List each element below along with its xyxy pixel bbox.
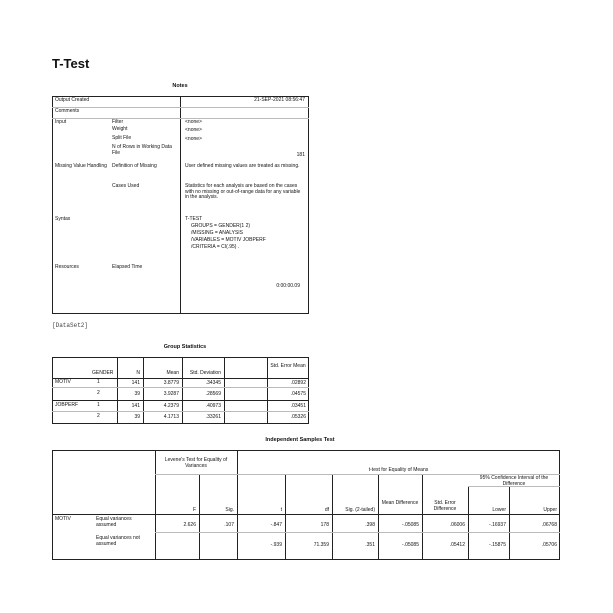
df-cell: 178	[320, 522, 329, 528]
notes-value: Statistics for each analysis are based on the cases with no missing or out-of-range data for any variable in the analysis.	[185, 183, 301, 201]
gender-cell: 2	[97, 390, 100, 396]
notes-value: User defined missing values are treated as missing.	[185, 163, 300, 169]
mean-cell: 4.1713	[163, 414, 179, 420]
lower-cell: -.16937	[489, 522, 506, 528]
syntax-line: /VARIABLES = MOTIV JOBPERF	[191, 237, 266, 243]
col-header: Std. Error Mean	[270, 363, 306, 369]
ttest-header: t-test for Equality of Means	[368, 467, 429, 473]
notes-sublabel: Definition of Missing	[112, 163, 157, 169]
notes-sublabel: Elapsed Time	[112, 264, 143, 270]
notes-value: <none>	[185, 127, 202, 133]
md-cell: -.05085	[402, 542, 419, 548]
notes-sublabel: Cases Used	[112, 183, 140, 189]
notes-label: Output Created	[55, 97, 90, 103]
col-header: Mean	[166, 370, 179, 376]
notes-sublabel: N of Rows in Working Data File	[112, 144, 172, 156]
gender-cell: 1	[97, 402, 100, 408]
group-stats-caption: Group Statistics	[163, 344, 207, 350]
ci-header: 95% Confidence Interval of the Difference	[479, 475, 549, 487]
row-label: Equal variances assumed	[96, 516, 132, 528]
gender-cell: 2	[97, 413, 100, 419]
section-heading: T-Test	[52, 56, 90, 71]
col-header: Std. Error Difference	[433, 500, 457, 512]
sd-cell: .28569	[205, 391, 221, 397]
se-cell: .03451	[290, 403, 306, 409]
sig2-cell: .398	[365, 522, 375, 528]
md-cell: -.05085	[402, 522, 419, 528]
notes-sublabel: Split File	[112, 135, 132, 141]
notes-value: <none>	[185, 136, 202, 142]
n-cell: 39	[134, 391, 140, 397]
col-header: Sig.	[225, 507, 234, 513]
notes-label: Comments	[55, 108, 80, 114]
se-cell: .04575	[290, 391, 306, 397]
col-header: Lower	[492, 507, 506, 513]
syntax-line: GROUPS = GENDER(1 2)	[191, 223, 251, 229]
n-cell: 39	[134, 414, 140, 420]
notes-label: Resources	[55, 264, 79, 270]
notes-value: 0:00:00.09	[276, 283, 300, 289]
sed-cell: .06006	[449, 522, 465, 528]
syntax-line: /CRITERIA = CI(.95) .	[191, 244, 240, 250]
notes-label: Missing Value Handling	[55, 163, 107, 169]
notes-sublabel: Weight	[112, 126, 128, 132]
notes-value: <none>	[185, 119, 202, 125]
df-cell: 71.359	[313, 542, 329, 548]
notes-caption: Notes	[172, 83, 188, 89]
sed-cell: .05412	[449, 542, 465, 548]
syntax-line: /MISSING = ANALYSIS	[191, 230, 244, 236]
var-label: MOTIV	[55, 516, 71, 522]
var-label: MOTIV	[55, 379, 71, 385]
levene-header: Levene's Test for Equality of Variances	[164, 457, 228, 469]
notes-value: 21-SEP-2021 08:56:47	[254, 97, 305, 103]
t-cell: -.939	[270, 542, 282, 548]
se-cell: .05326	[290, 414, 306, 420]
var-label: JOBPERF	[55, 402, 79, 408]
sd-cell: .40973	[205, 403, 221, 409]
t-cell: -.847	[270, 522, 282, 528]
f-cell: 2.626	[183, 522, 196, 528]
upper-cell: .05706	[541, 542, 557, 548]
mean-cell: 3.8779	[163, 380, 179, 386]
mean-cell: 3.9287	[163, 391, 179, 397]
n-cell: 141	[131, 380, 140, 386]
dataset-label: [DataSet2]	[52, 322, 89, 329]
col-header: Std. Deviation	[189, 370, 221, 376]
sig-cell: .107	[224, 522, 234, 528]
notes-value: 181	[296, 152, 305, 158]
gender-cell: 1	[97, 379, 100, 385]
notes-value: T-TEST	[185, 216, 203, 222]
sig2-cell: .351	[365, 542, 375, 548]
notes-label: Input	[55, 119, 67, 125]
col-header: Sig. (2-tailed)	[345, 507, 375, 513]
col-header: df	[324, 507, 329, 513]
row-label: Equal variances not assumed	[96, 535, 140, 547]
col-header: N	[136, 370, 140, 376]
sd-cell: .34345	[205, 380, 221, 386]
mean-cell: 4.2379	[163, 403, 179, 409]
col-header: Mean Difference	[381, 500, 419, 506]
n-cell: 141	[131, 403, 140, 409]
se-cell: .02892	[290, 380, 306, 386]
notes-label: Syntax	[55, 216, 71, 222]
col-header: GENDER	[92, 370, 114, 376]
col-header: F	[192, 507, 196, 513]
col-header: Upper	[543, 507, 557, 513]
col-header: t	[280, 507, 282, 513]
lower-cell: -.15875	[489, 542, 506, 548]
sd-cell: .33261	[205, 414, 221, 420]
upper-cell: .06768	[541, 522, 557, 528]
ist-caption: Independent Samples Test	[265, 437, 335, 443]
notes-sublabel: Filter	[112, 119, 124, 125]
